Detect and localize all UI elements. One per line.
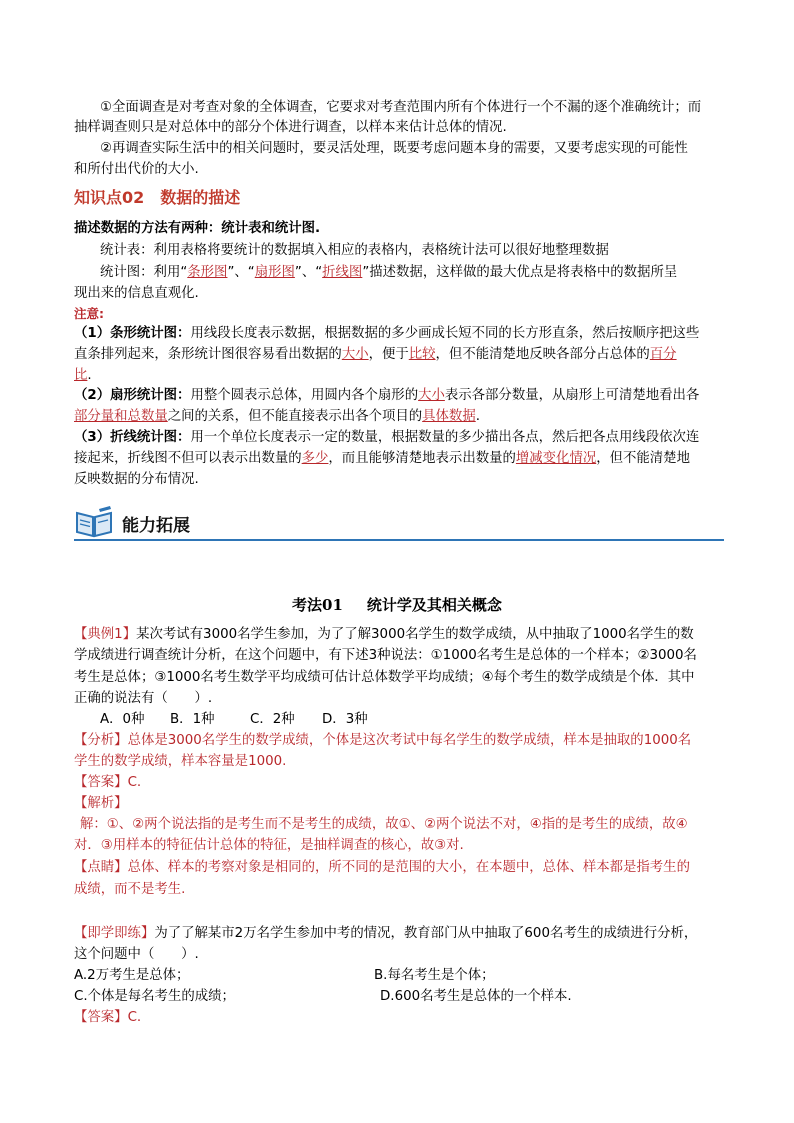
example-options <box>100 710 368 730</box>
text-segment: 用一个单位长度表示一定的数量，根据数量的多少描出各点，然后把各点用线段依次连 <box>190 430 700 445</box>
text-segment: ，但不能清楚地 <box>596 451 690 466</box>
term: 具体数据 <box>422 409 476 424</box>
answer-value: C. <box>127 775 142 790</box>
text-segment: 用整个圆表示总体，用圆内各个扇形的 <box>190 388 419 403</box>
note-label: 注意: <box>74 306 104 321</box>
pie-chart-note-cont <box>74 407 480 427</box>
bar-chart-note-cont <box>74 345 677 365</box>
answer-tag: 【答案】 <box>74 775 128 790</box>
term: 大小 <box>341 347 369 362</box>
ability-expansion-banner <box>74 503 724 543</box>
term-line-chart: 折线图 <box>322 265 363 280</box>
text-segment: 总体、样本的考察对象是相同的，所不同的是范围的大小，在本题中，总体、样本都是指考生的 <box>127 860 690 875</box>
text-segment: 之间的关系，但不能直接表示出各个项目的 <box>167 409 423 424</box>
survey-paragraph-2-cont: 和所付出代价的大小. <box>74 162 199 177</box>
term: 百分 <box>649 347 677 362</box>
survey-paragraph-1-cont: 抽样调查则只是对总体中的部分个体进行调查，以样本来估计总体的情况. <box>74 120 507 135</box>
practice-question <box>74 924 697 944</box>
text-segment: 总体是3000名学生的数学成绩，个体是这次考试中每名学生的数学成绩，样本是抽取的1000名 <box>127 733 692 748</box>
term: 部分量和总数量 <box>74 409 168 424</box>
explanation-cont: 对．③用样本的特征估计总体的特征，是抽样调查的核心，故③对. <box>74 838 464 853</box>
explanation: 解：①、②两个说法指的是考生而不是考生的成绩，故①、②两个说法不对，④指的是考生的成绩，故④ <box>80 817 688 832</box>
stat-chart-text-cont: 现出来的信息直观化. <box>74 286 199 301</box>
banner-rule <box>74 539 724 541</box>
text-segment: 某次考试有3000名学生参加，为了了解3000名学生的数学成绩，从中抽取了1000名学生的数 <box>136 627 694 642</box>
text-segment: 表示各部分数量，从扇形上可清楚地看出各 <box>444 388 700 403</box>
text-segment: ”、“ <box>294 265 323 280</box>
answer-value: C. <box>127 1010 142 1025</box>
method-name: 统计学及其相关概念 <box>366 596 502 614</box>
term: 大小 <box>418 388 445 403</box>
explanation-tag: 【解析】 <box>74 796 128 811</box>
analysis-tag: 【分析】 <box>74 733 128 748</box>
analysis-cont: 学生的数学成绩，样本容量是1000. <box>74 754 287 769</box>
stat-table-text: 统计表：利用表格将要统计的数据填入相应的表格内，表格统计法可以很好地整理数据 <box>100 243 609 258</box>
practice-option-b: B.每名考生是个体； <box>374 968 495 983</box>
text-segment: . <box>87 368 92 383</box>
description-intro: 描述数据的方法有两种：统计表和统计图. <box>74 221 321 236</box>
line-chart-note-cont <box>74 449 690 469</box>
survey-paragraph-2: ②再调查实际生活中的相关问题时，要灵活处理，既要考虑问题本身的需要，又要考虑实现的可能性 <box>100 141 688 156</box>
stat-chart-text <box>100 263 677 283</box>
practice-answer <box>74 1008 141 1028</box>
example-question-end: 正确的说法有（ ）. <box>74 691 213 706</box>
text-segment: ，但不能清楚地反映各部分占总体的 <box>435 347 650 362</box>
bar-chart-label: （1）条形统计图： <box>74 326 191 341</box>
open-book-pen-icon <box>74 505 114 543</box>
text-segment: . <box>475 409 480 424</box>
option-b: B．1种 <box>170 712 215 727</box>
pie-chart-label: （2）扇形统计图： <box>74 388 191 403</box>
bar-chart-note <box>74 324 699 344</box>
line-chart-label: （3）折线统计图： <box>74 430 191 445</box>
tip <box>74 858 690 878</box>
option-a: A．0种 <box>100 712 145 727</box>
method-label: 考法01 <box>292 596 343 614</box>
term-bar-chart: 条形图 <box>187 265 228 280</box>
answer <box>74 773 141 793</box>
text-segment: 直条排列起来，条形统计图很容易看出数据的 <box>74 347 342 362</box>
term: 增减变化情况 <box>515 451 597 466</box>
text-segment: ，便于 <box>368 347 409 362</box>
line-chart-note-end: 反映数据的分布情况. <box>74 472 199 487</box>
text-segment: 接起来，折线图不但可以表示出数量的 <box>74 451 302 466</box>
analysis <box>74 731 691 751</box>
text-segment: 用线段长度表示数据，根据数据的多少画成长短不同的长方形直条，然后按顺序把这些 <box>190 326 700 341</box>
knowledge-point-heading: 知识点02 数据的描述 <box>74 188 241 207</box>
text-segment: 为了了解某市2万名学生参加中考的情况，教育部门从中抽取了600名考生的成绩进行分析， <box>154 926 698 941</box>
text-segment: ”、“ <box>227 265 255 280</box>
text-segment: ，而且能够清楚地表示出数量的 <box>328 451 516 466</box>
term: 比较 <box>408 347 436 362</box>
banner-title: 能力拓展 <box>122 516 190 536</box>
example-question-cont: 考生是总体；③1000名考生数学平均成绩可估计总体数学平均成绩；④每个考生的数学成绩是个体．其中 <box>74 670 695 685</box>
pie-chart-note <box>74 386 699 406</box>
practice-question-cont: 这个问题中（ ）. <box>74 947 199 962</box>
line-chart-note <box>74 428 699 448</box>
option-c: C．2种 <box>250 712 295 727</box>
example-question <box>74 625 694 645</box>
answer-tag: 【答案】 <box>74 1010 128 1025</box>
text-segment: ”描述数据，这样做的最大优点是将表格中的数据所呈 <box>362 265 678 280</box>
practice-option-c: C.个体是每名考生的成绩； <box>74 989 235 1004</box>
method-title <box>0 594 794 615</box>
practice-tag: 【即学即练】 <box>74 926 155 941</box>
survey-paragraph-1: ①全面调查是对考查对象的全体调查，它要求对考查范围内所有个体进行一个不漏的逐个准确统计；而 <box>100 100 702 115</box>
example-tag: 【典例1】 <box>74 627 137 642</box>
term: 比 <box>74 368 88 383</box>
practice-option-a: A.2万考生是总体； <box>74 968 190 983</box>
tip-cont: 成绩，而不是考生. <box>74 882 186 897</box>
option-d: D．3种 <box>322 712 368 727</box>
practice-option-d: D.600名考生是总体的一个样本. <box>380 989 572 1004</box>
tip-tag: 【点睛】 <box>74 860 128 875</box>
example-question-cont: 学成绩进行调查统计分析，在这个问题中，有下述3种说法：①1000名考生是总体的一个样本；②3000名 <box>74 648 697 663</box>
bar-chart-note-end <box>74 366 92 386</box>
term-pie-chart: 扇形图 <box>254 265 295 280</box>
term: 多少 <box>301 451 329 466</box>
text-segment: 统计图：利用“ <box>100 265 188 280</box>
